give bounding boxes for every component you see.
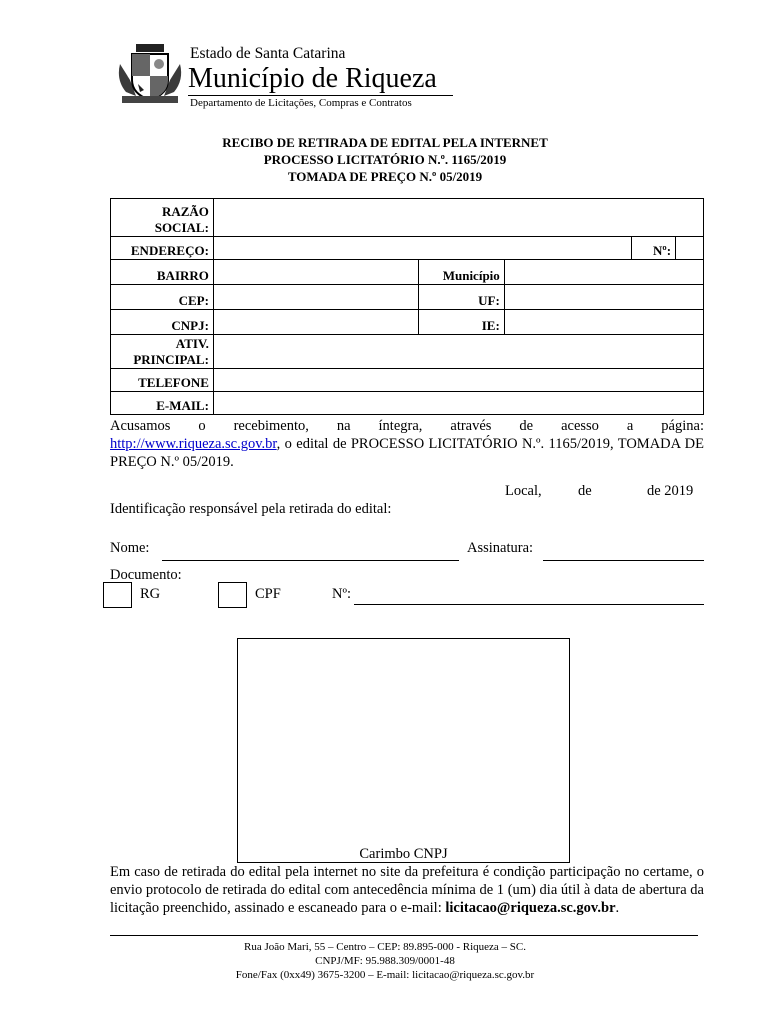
ie-field[interactable]	[504, 310, 703, 335]
ativ-principal-label: ATIV. PRINCIPAL:	[111, 335, 214, 369]
rg-label: RG	[140, 586, 161, 602]
razao-social-label: RAZÃO SOCIAL:	[111, 199, 214, 237]
document-title-line3: TOMADA DE PREÇO N.º 05/2019	[287, 169, 483, 184]
notice-email: licitacao@riqueza.sc.gov.br	[445, 900, 616, 916]
document-title-line1: RECIBO DE RETIRADA DE EDITAL PELA INTERNET	[222, 135, 548, 150]
telefone-field[interactable]	[213, 369, 703, 392]
razao-social-field[interactable]	[213, 199, 703, 237]
ack-text: , o edital de PROCESSO LICITATÓRIO N.º. 1165/2019, TOMADA DE PREÇO N.º 05/2019.	[110, 436, 704, 470]
state-name: Estado de Santa Catarina	[190, 45, 346, 62]
documento-label: Documento:	[110, 567, 182, 583]
numero-label: Nº:	[632, 237, 676, 260]
cnpj-stamp-box	[237, 638, 570, 863]
nome-line[interactable]	[162, 560, 459, 561]
doc-numero-label: Nº:	[332, 586, 351, 602]
notice-paragraph: Em caso de retirada do edital pela internet no site da prefeitura é condição participação no certame, o envio protocolo de retirada do edital com antecedência mínima de 1 (um) dia útil à data de abertura da licitação preenchido, assinado e escaneado para o e-mail: licitacao@riqueza.sc.gov.br.	[110, 864, 704, 916]
cpf-label: CPF	[255, 586, 281, 602]
ack-paragraph	[110, 435, 704, 471]
cnpj-field[interactable]	[213, 310, 418, 335]
email-label: E-MAIL:	[111, 392, 214, 415]
cep-field[interactable]	[213, 285, 418, 310]
nome-label: Nome:	[110, 540, 150, 556]
assinatura-line[interactable]	[543, 560, 704, 561]
email-field[interactable]	[213, 392, 703, 415]
numero-field[interactable]	[676, 237, 704, 260]
municipality-name: Município de Riqueza	[188, 63, 437, 94]
stamp-label: Carimbo CNPJ	[359, 846, 448, 862]
footer-contact: Fone/Fax (0xx49) 3675-3200 – E-mail: licitacao@riqueza.sc.gov.br	[235, 969, 535, 981]
document-title-line2: PROCESSO LICITATÓRIO N.º. 1165/2019	[263, 152, 507, 167]
endereco-label: ENDEREÇO:	[111, 237, 214, 260]
header-rule	[188, 95, 453, 96]
footer-rule	[110, 935, 698, 936]
ie-label: IE:	[418, 310, 504, 335]
bairro-label: BAIRRO	[111, 260, 214, 285]
bairro-field[interactable]	[213, 260, 418, 285]
footer-cnpj: CNPJ/MF: 95.988.309/0001-48	[315, 955, 455, 967]
footer-address: Rua João Mari, 55 – Centro – CEP: 89.895-000 - Riqueza – SC.	[243, 941, 526, 953]
date-year-label: de 2019	[647, 483, 694, 499]
assinatura-label: Assinatura:	[467, 540, 534, 556]
municipio-field[interactable]	[504, 260, 703, 285]
date-de-label: de	[578, 483, 592, 499]
website-link[interactable]: http://www.riqueza.sc.gov.br	[110, 436, 277, 452]
endereco-field[interactable]	[213, 237, 631, 260]
municipal-coat-of-arms-logo	[116, 44, 184, 106]
local-label: Local,	[505, 483, 542, 499]
ack-line1: Acusamos o recebimento, na íntegra, através de acesso a página:	[110, 418, 704, 434]
department-name: Departamento de Licitações, Compras e Contratos	[190, 97, 412, 109]
cep-label: CEP:	[111, 285, 214, 310]
municipio-label: Município	[418, 260, 504, 285]
uf-field[interactable]	[504, 285, 703, 310]
ativ-principal-field[interactable]	[213, 335, 703, 369]
rg-checkbox[interactable]	[103, 582, 132, 608]
doc-numero-line[interactable]	[354, 604, 704, 605]
telefone-label: TELEFONE	[111, 369, 214, 392]
cnpj-label: CNPJ:	[111, 310, 214, 335]
identification-label: Identificação responsável pela retirada do edital:	[110, 501, 392, 517]
cpf-checkbox[interactable]	[218, 582, 247, 608]
uf-label: UF:	[418, 285, 504, 310]
company-data-table	[110, 198, 704, 415]
